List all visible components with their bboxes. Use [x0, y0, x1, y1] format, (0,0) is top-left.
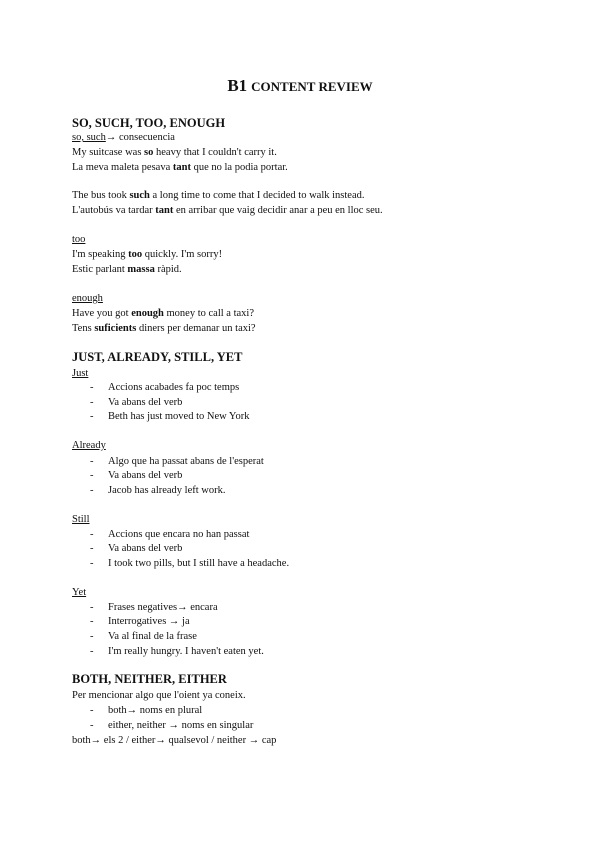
heading-both-neither: BOTH, NEITHER, EITHER [72, 672, 227, 686]
example-too-en: I'm speaking too quickly. I'm sorry! [72, 249, 223, 260]
example-enough-ca: Tens suficients diners per demanar un taxi? [72, 323, 256, 334]
heading-just-already: JUST, ALREADY, STILL, YET [72, 350, 243, 364]
subheading-too: too [72, 234, 86, 245]
list-item: - both→ noms en plural [90, 705, 203, 716]
list-item: - Va al final de la frase [90, 631, 197, 642]
list-item: - I'm really hungry. I haven't eaten yet. [90, 646, 264, 657]
list-item: - Algo que ha passat abans de l'esperat [90, 456, 264, 467]
example-enough-en: Have you got enough money to call a taxi? [72, 308, 254, 319]
subheading-yet: Yet [72, 587, 87, 598]
subheading-still: Still [72, 514, 90, 525]
list-item: - Beth has just moved to New York [90, 411, 250, 422]
subheading-so-such [72, 132, 175, 143]
title-level: B1 [227, 76, 248, 95]
example-so-en: My suitcase was so heavy that I couldn't carry it. [72, 147, 277, 158]
list-item: - Jacob has already left work. [90, 485, 226, 496]
list-item: - either, neither → noms en singular [90, 720, 254, 731]
heading-so-such: SO, SUCH, TOO, ENOUGH [72, 116, 226, 130]
subheading-enough: enough [72, 293, 103, 304]
example-so-ca: La meva maleta pesava tant que no la podia portar. [72, 162, 288, 173]
example-such-en: The bus took such a long time to come that I decided to walk instead. [72, 190, 365, 201]
both-intro: Per mencionar algo que l'oient ya coneix. [72, 690, 246, 701]
subheading-rest: → consecuencia [105, 132, 175, 143]
list-item: - Accions acabades fa poc temps [90, 382, 240, 393]
list-item: - I took two pills, but I still have a headache. [90, 558, 290, 569]
subheading-already: Already [72, 440, 106, 451]
list-item: - Accions que encara no han passat [90, 529, 250, 540]
subheading-link: so, such [72, 132, 106, 143]
page-title [0, 76, 600, 96]
title-text: CONTENT REVIEW [251, 79, 373, 94]
example-such-ca: L'autobús va tardar tant en arribar que vaig decidir anar a peu en lloc seu. [72, 205, 383, 216]
list-item: - Interrogatives → ja [90, 616, 190, 627]
example-too-ca: Estic parlant massa ràpid. [72, 264, 182, 275]
list-item: - Va abans del verb [90, 543, 183, 554]
list-item: - Frases negatives→ encara [90, 602, 218, 613]
subheading-just: Just [72, 368, 89, 379]
both-summary: both→ els 2 / either→ qualsevol / neither → cap [72, 735, 277, 746]
list-item: - Va abans del verb [90, 470, 183, 481]
list-item: - Va abans del verb [90, 397, 183, 408]
